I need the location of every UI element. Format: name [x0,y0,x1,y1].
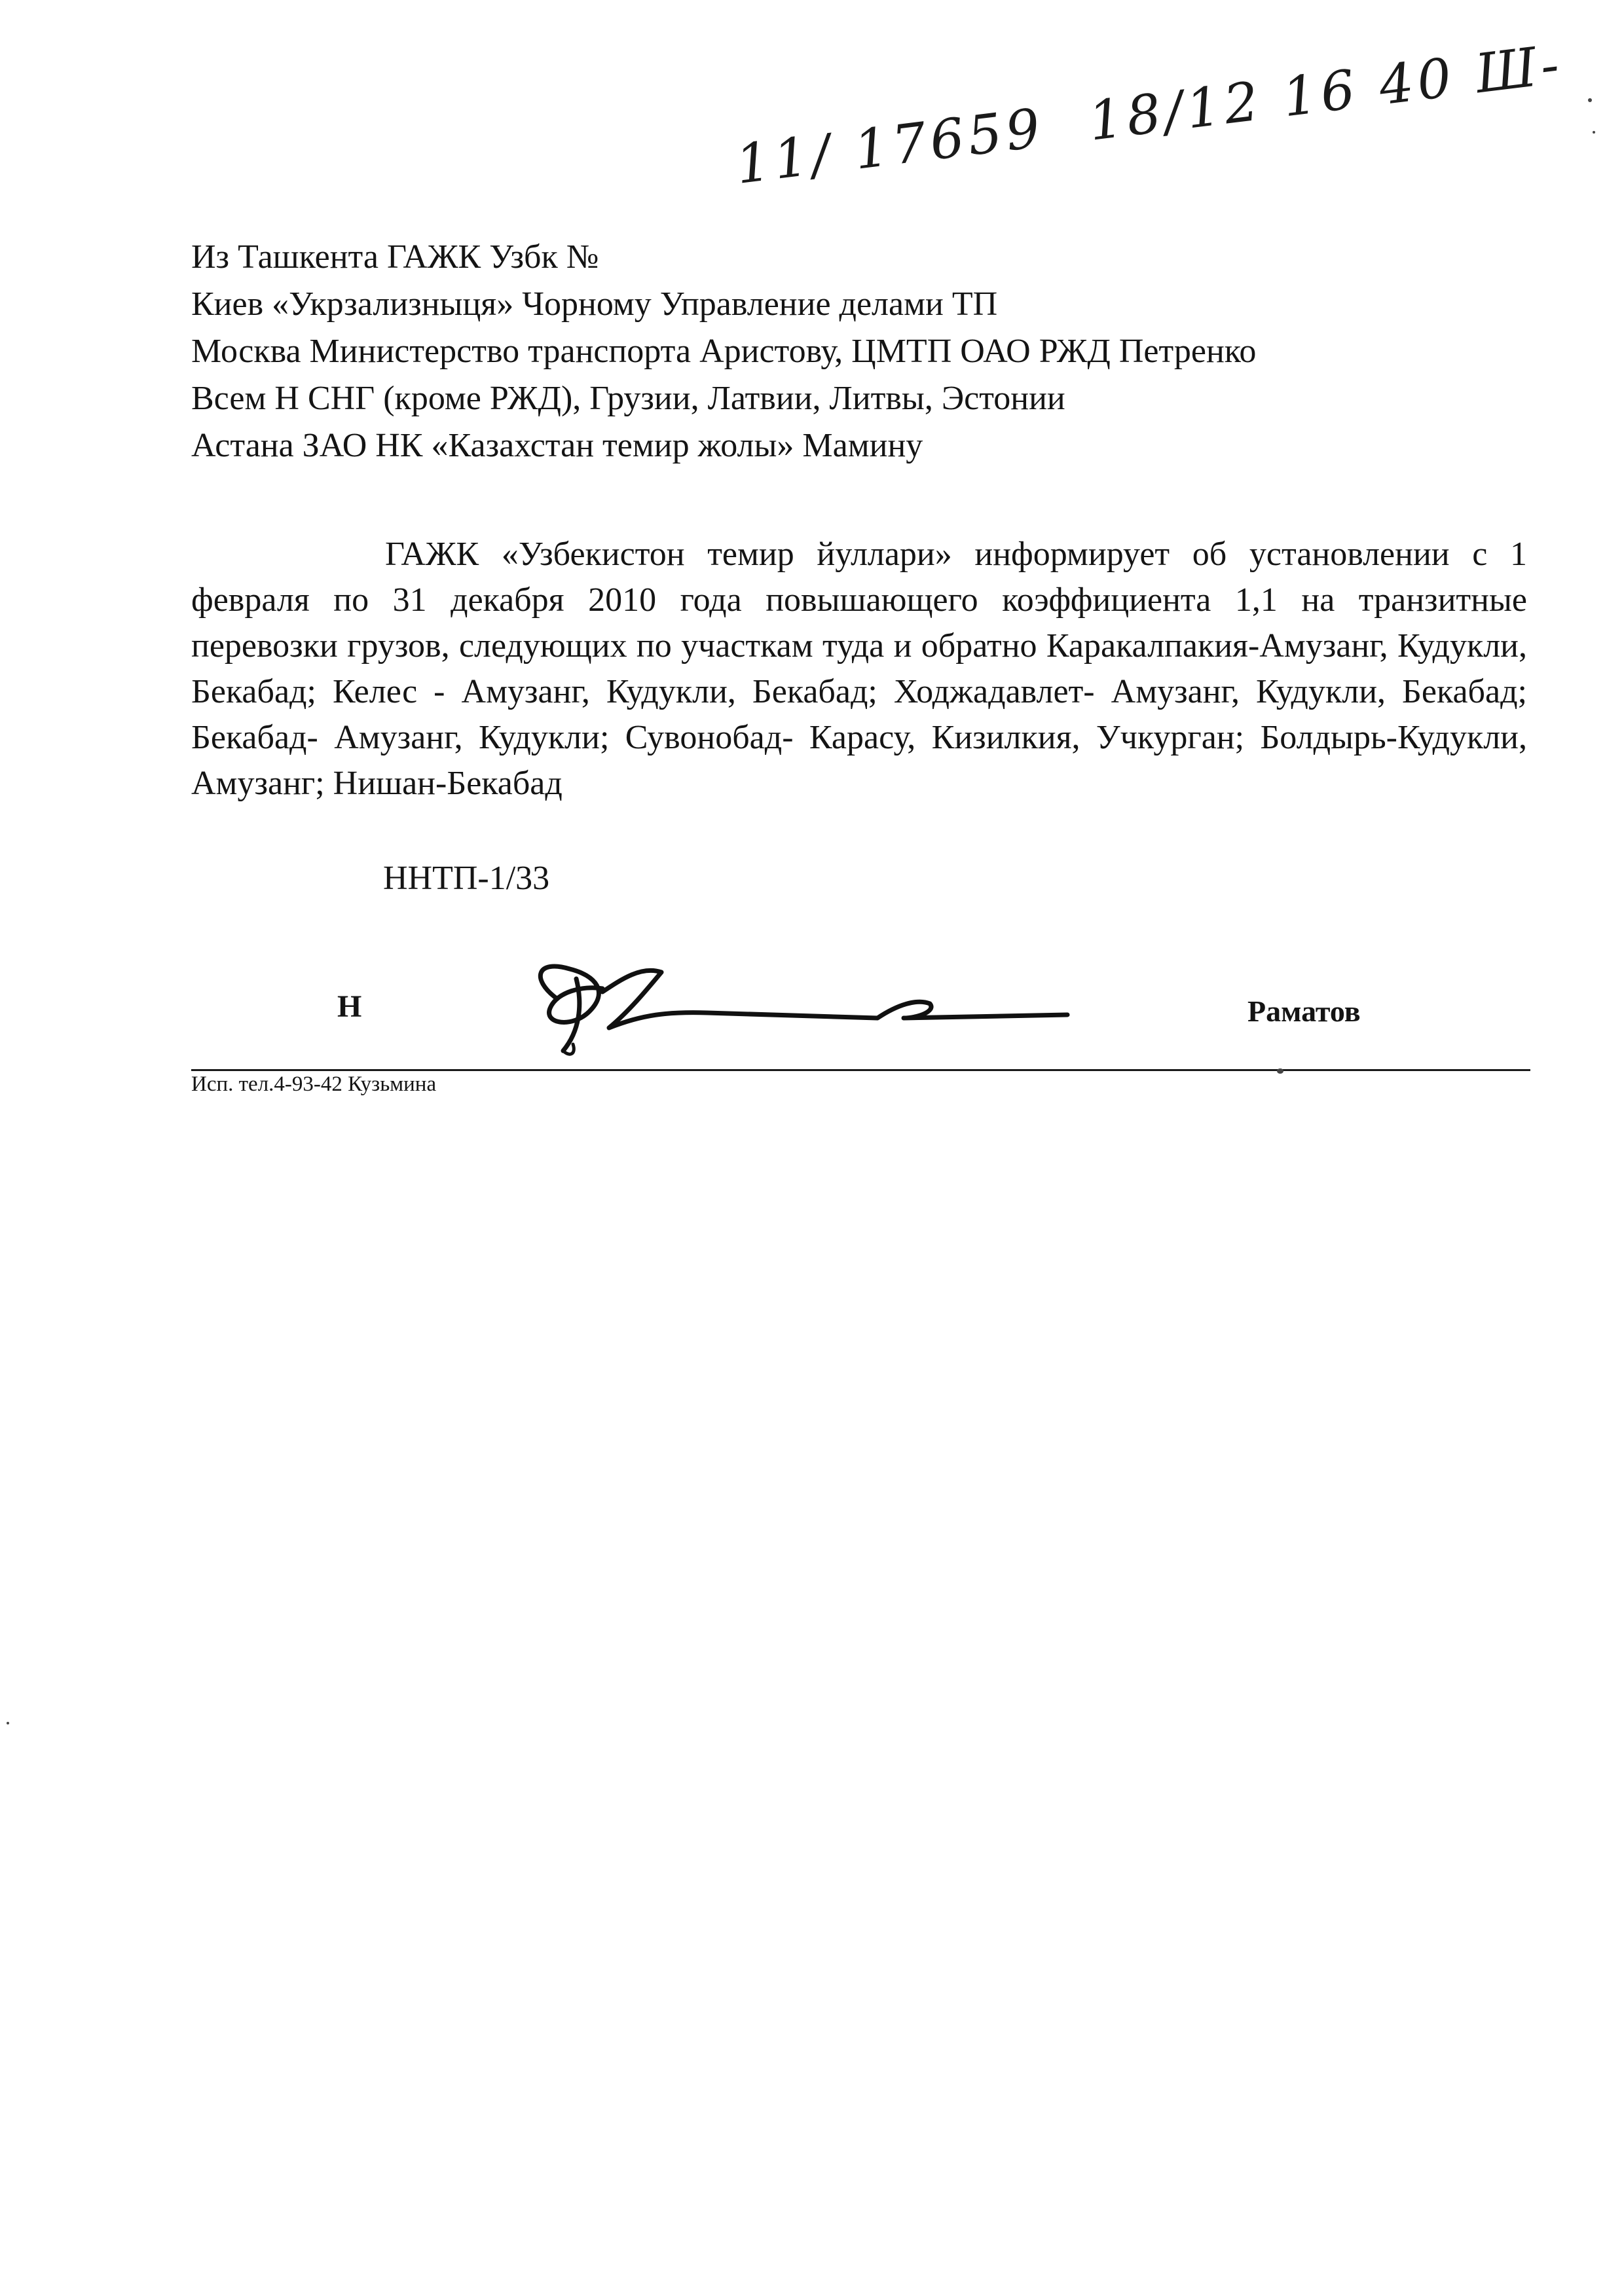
signer-name: Раматов [1247,994,1361,1028]
footer-divider [191,1069,1530,1071]
signer-initial: Н [337,989,362,1024]
address-line-moscow: Москва Министерство транспорта Аристову, ЦМТП ОАО РЖД Петренко [191,333,1257,370]
address-line-cis: Всем Н СНГ (кроме РЖД), Грузии, Латвии, Литвы, Эстонии [191,380,1065,417]
handwritten-registration-note [732,33,1566,196]
handwritten-signature [511,953,1087,1064]
address-line-astana: Астана ЗАО НК «Казахстан темир жолы» Мамину [191,427,923,464]
message-body [191,532,1527,807]
handwritten-registration-number: 11/ 17659 [732,97,1048,196]
scan-speck [1277,1068,1283,1074]
address-line-kiev: Киев «Укрзализныця» Чорному Управление делами ТП [191,285,998,323]
scan-speck [7,1722,9,1724]
scan-speck [1588,98,1592,102]
scan-speck [1593,131,1595,134]
executor-contact: Исп. тел.4-93-42 Кузьмина [191,1072,437,1096]
address-line-from: Из Ташкента ГАЖК Узбк № [191,238,599,276]
reference-number: ННТП-1/33 [383,860,550,897]
address-block [191,234,1256,469]
message-body-text: ГАЖК «Узбекистон темир йуллари» информирует об установлении с 1 февраля по 31 декабря 2010 года повышающего коэффициента 1,1 на транзитные перевозки грузов, следующих по участкам туда и обратно Каракалпакия-Амузанг, Кудукли, Бекабад; Келес - Амузанг, Кудукли, Бекабад; Ходжадавлет- Амузанг, Кудукли, Бекабад; Бекабад- Амузанг, Кудукли; Сувонобад- Карасу, Кизилкия, Учкурган; Болдырь-Кудукли, Амузанг; Нишан-Бекабад [191,536,1527,802]
handwritten-registration-date: 18/12 16 40 Ш- [1085,33,1566,153]
